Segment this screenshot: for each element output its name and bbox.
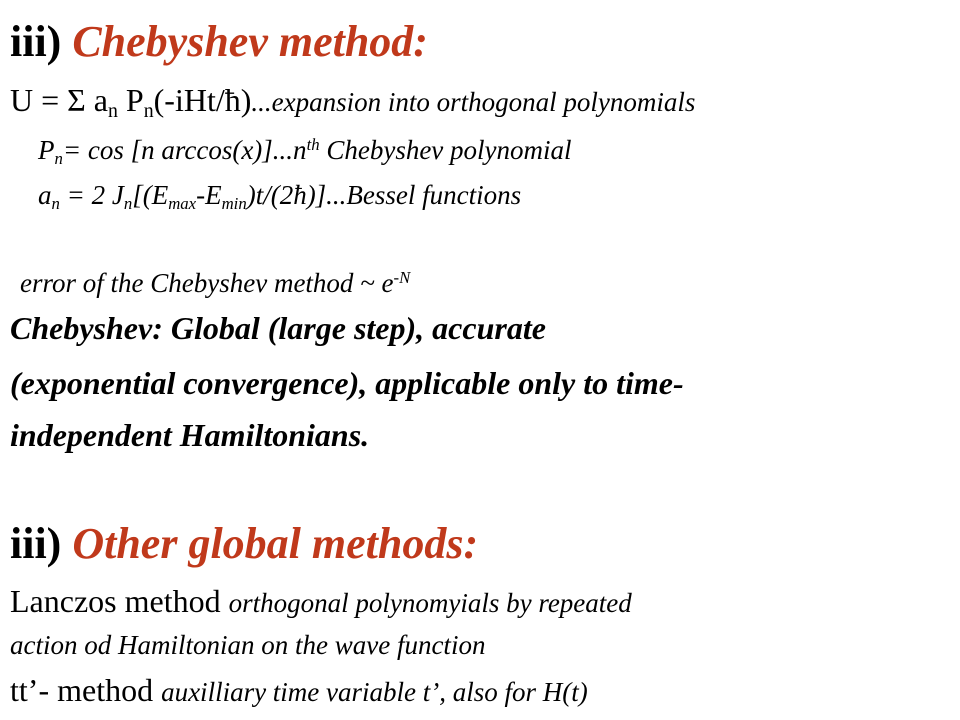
coef-min-subscript: min [221,194,247,214]
formula-u: U [10,82,34,118]
coef-open: [(E [132,180,169,210]
tt-method-line [10,672,588,709]
coef-minus: -E [196,180,222,210]
formula-p-subscript: n [143,99,154,122]
coef-rest: )t/(2ħ)]...Bessel functions [246,180,522,210]
formula-a-subscript: n [107,99,118,122]
tt-method-description: auxilliary time variable t’, also for H(t) [161,677,588,707]
expansion-formula-line [10,82,696,122]
expansion-description: ...expansion into orthogonal polynomials [251,87,696,117]
formula-argument: (-iHt/ħ) [153,82,252,118]
other-methods-heading-title: Other global methods: [72,519,479,568]
tt-method-name: tt’- method [10,672,154,708]
coef-a-subscript: n [51,194,60,214]
coef-j-subscript: n [123,194,133,214]
coef-max-subscript: max [168,194,197,214]
coef-a: a [38,180,52,210]
poly-description: Chebyshev polynomial [319,135,572,165]
lanczos-name: Lanczos method [10,583,221,619]
chebyshev-heading-title: Chebyshev method: [72,17,428,66]
lanczos-line [10,583,632,620]
poly-p: P [38,135,55,165]
poly-definition: = cos [n arccos(x)]...n [62,135,307,165]
formula-p: P [117,82,144,118]
coef-j: = 2 J [59,180,124,210]
poly-superscript: th [306,134,320,154]
other-methods-heading-number: iii) [10,519,62,568]
chebyshev-heading-number: iii) [10,17,62,66]
other-methods-heading [10,519,479,568]
error-text: error of the Chebyshev method ~ e [20,268,394,298]
formula-equals: = [33,82,68,118]
bessel-coefficient-line [38,180,522,214]
summary-line-2: (exponential convergence), applicable only to time- [10,365,684,401]
error-superscript: -N [393,267,411,287]
chebyshev-polynomial-line [38,134,572,169]
summary-line-1: Chebyshev: Global (large step), accurate [10,310,546,346]
formula-sigma: Σ [67,82,86,118]
chebyshev-heading [10,17,428,66]
lanczos-description-continued: action od Hamiltonian on the wave function [10,630,486,660]
error-line [20,268,410,299]
lanczos-description: orthogonal polynomyials by repeated [228,588,632,618]
summary-line-3: independent Hamiltonians. [10,417,370,453]
formula-a: a [85,82,108,118]
poly-p-subscript: n [54,149,63,169]
